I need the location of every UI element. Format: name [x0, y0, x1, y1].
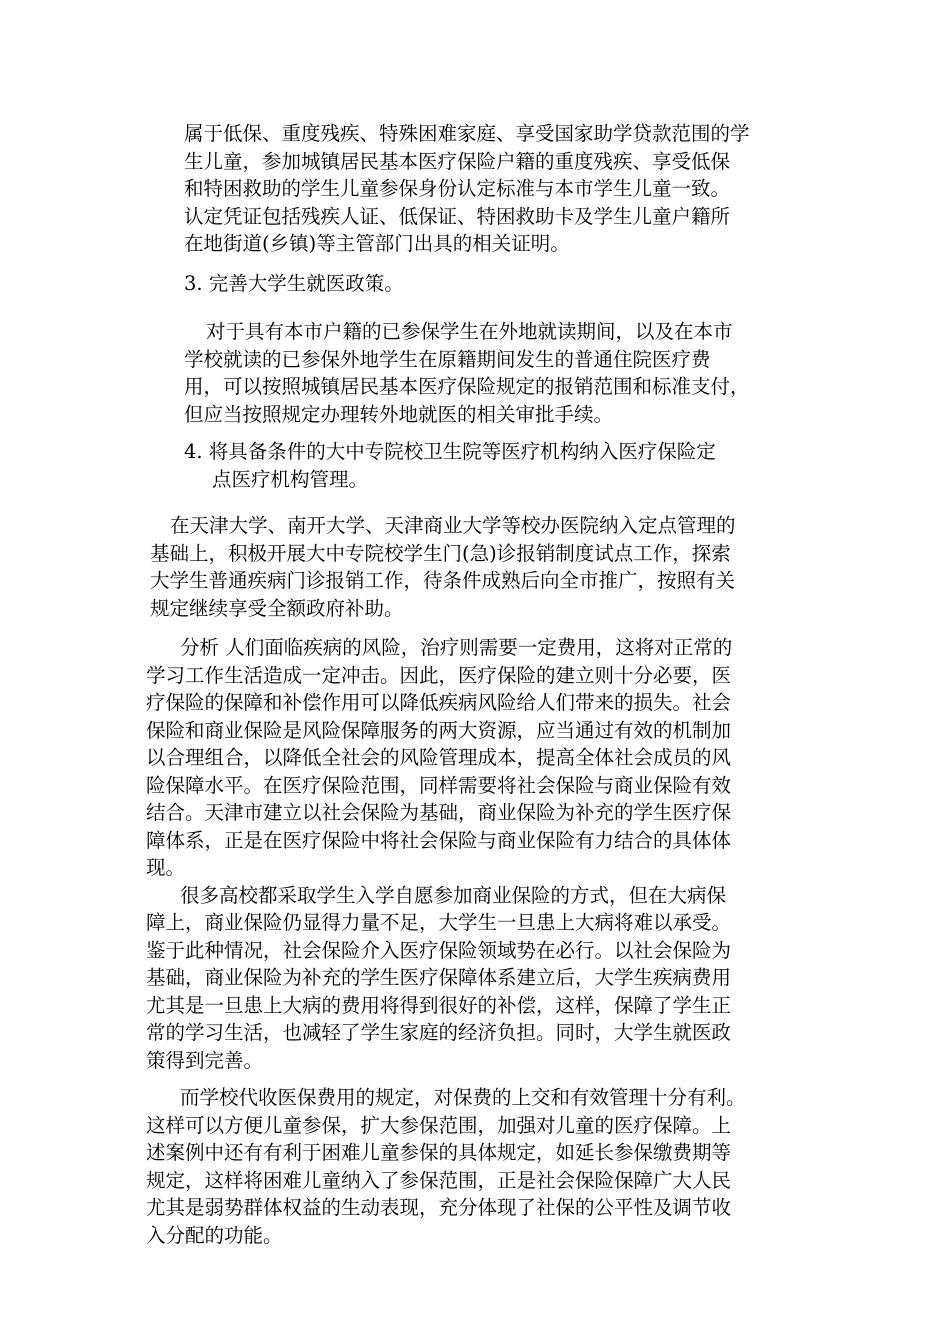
- text-line: 学习工作生活造成一定冲击。因此，医疗保险的建立则十分必要，医: [146, 663, 732, 687]
- text-line: 大学生普通疾病门诊报销工作，待条件成熟后向全市推广，按照有关: [150, 569, 736, 592]
- text-line: 尤其是一旦患上大病的费用将得到很好的补偿，这样，保障了学生正: [146, 993, 732, 1017]
- text-line: 现。: [146, 856, 186, 879]
- text-line: 障体系，正是在医疗保险中将社会保险与商业保险有力结合的具体体: [146, 828, 732, 852]
- text-line: 基础上，积极开展大中专院校学生门(急)诊报销制度试点工作，探索: [150, 541, 731, 565]
- text-line: 基础，商业保险为补充的学生医疗保障体系建立后，大学生疾病费用: [146, 966, 732, 989]
- text-line: 保险和商业保险是风险保障服务的两大资源，应当通过有效的机制加: [146, 718, 732, 742]
- text-line: 尤其是弱势群体权益的生动表现，充分体现了社保的公平性及调节收: [146, 1196, 732, 1219]
- text-line: 以合理组合，以降低全社会的风险管理成本，提高全体社会成员的风: [146, 746, 732, 769]
- text-line: 险保障水平。在医疗保险范围，同样需要将社会保险与商业保险有效: [146, 773, 732, 797]
- text-line: 述案例中还有有利于困难儿童参保的具体规定，如延长参保缴费期等: [146, 1141, 732, 1164]
- text-line: 策得到完善。: [146, 1048, 264, 1072]
- list-item-3-heading: [184, 270, 824, 298]
- text-line: 常的学习生活，也减轻了学生家庭的经济负担。同时，大学生就医政: [146, 1021, 732, 1044]
- paragraph-college-medical: [184, 318, 834, 428]
- text-line: 规定，这样将困难儿童纳入了参保范围，正是社会保险保障广大人民: [146, 1168, 732, 1192]
- text-line: 点医疗机构管理。: [212, 467, 369, 491]
- text-line: 疗保险的保障和补偿作用可以降低疾病风险给人们带来的损失。社会: [146, 691, 732, 714]
- text-line: 规定继续享受全额政府补助。: [150, 596, 404, 620]
- text-line: 而学校代收医保费用的规定，对保费的上交和有效管理十分有利。: [180, 1086, 746, 1109]
- text-line: 这样可以方便儿童参保，扩大参保范围，加强对儿童的医疗保障。上: [146, 1113, 732, 1137]
- paragraph-analysis: [146, 634, 832, 1074]
- text-line: 生儿童，参加城镇居民基本医疗保险户籍的重度残疾、享受低保: [184, 149, 731, 173]
- text-line: 障上，商业保险仍显得力量不足，大学生一旦患上大病将难以承受。: [146, 911, 732, 934]
- text-line: 在地街道(乡镇)等主管部门出具的相关证明。: [184, 232, 570, 255]
- text-line: 用，可以按照城镇居民基本医疗保险规定的报销范围和标准支付，: [184, 375, 750, 398]
- text-line: 入分配的功能。: [146, 1223, 283, 1247]
- text-line: 3. 完善大学生就医政策。: [184, 272, 404, 295]
- text-line: 结合。天津市建立以社会保险为基础，商业保险为补充的学生医疗保: [146, 801, 732, 824]
- text-line: 4. 将具备条件的大中专院校卫生院等医疗机构纳入医疗保险定: [184, 440, 716, 463]
- list-item-4-heading: [184, 438, 824, 493]
- text-line: 和特困救助的学生儿童参保身份认定标准与本市学生儿童一致。: [184, 177, 731, 200]
- paragraph-school-collection: [146, 1084, 832, 1249]
- text-line: 对于具有本市户籍的已参保学生在外地就读期间，以及在本市: [206, 320, 733, 343]
- paragraph-eligibility: [184, 120, 824, 258]
- text-line: 分析 人们面临疾病的风险，治疗则需要一定费用，这将对正常的: [180, 636, 733, 659]
- text-line: 鉴于此种情况，社会保险介入医疗保险领域势在必行。以社会保险为: [146, 938, 732, 962]
- paragraph-designated-hospitals: [150, 512, 830, 622]
- text-line: 但应当按照规定办理转外地就医的相关审批手续。: [184, 402, 614, 426]
- text-line: 认定凭证包括残疾人证、低保证、特困救助卡及学生儿童户籍所: [184, 204, 731, 228]
- text-line: 很多高校都采取学生入学自愿参加商业保险的方式，但在大病保: [180, 883, 727, 907]
- text-line: 学校就读的已参保外地学生在原籍期间发生的普通住院医疗费: [184, 347, 711, 371]
- text-line: 属于低保、重度残疾、特殊困难家庭、享受国家助学贷款范围的学: [184, 122, 750, 145]
- text-line: 在天津大学、南开大学、天津商业大学等校办医院纳入定点管理的: [170, 514, 736, 537]
